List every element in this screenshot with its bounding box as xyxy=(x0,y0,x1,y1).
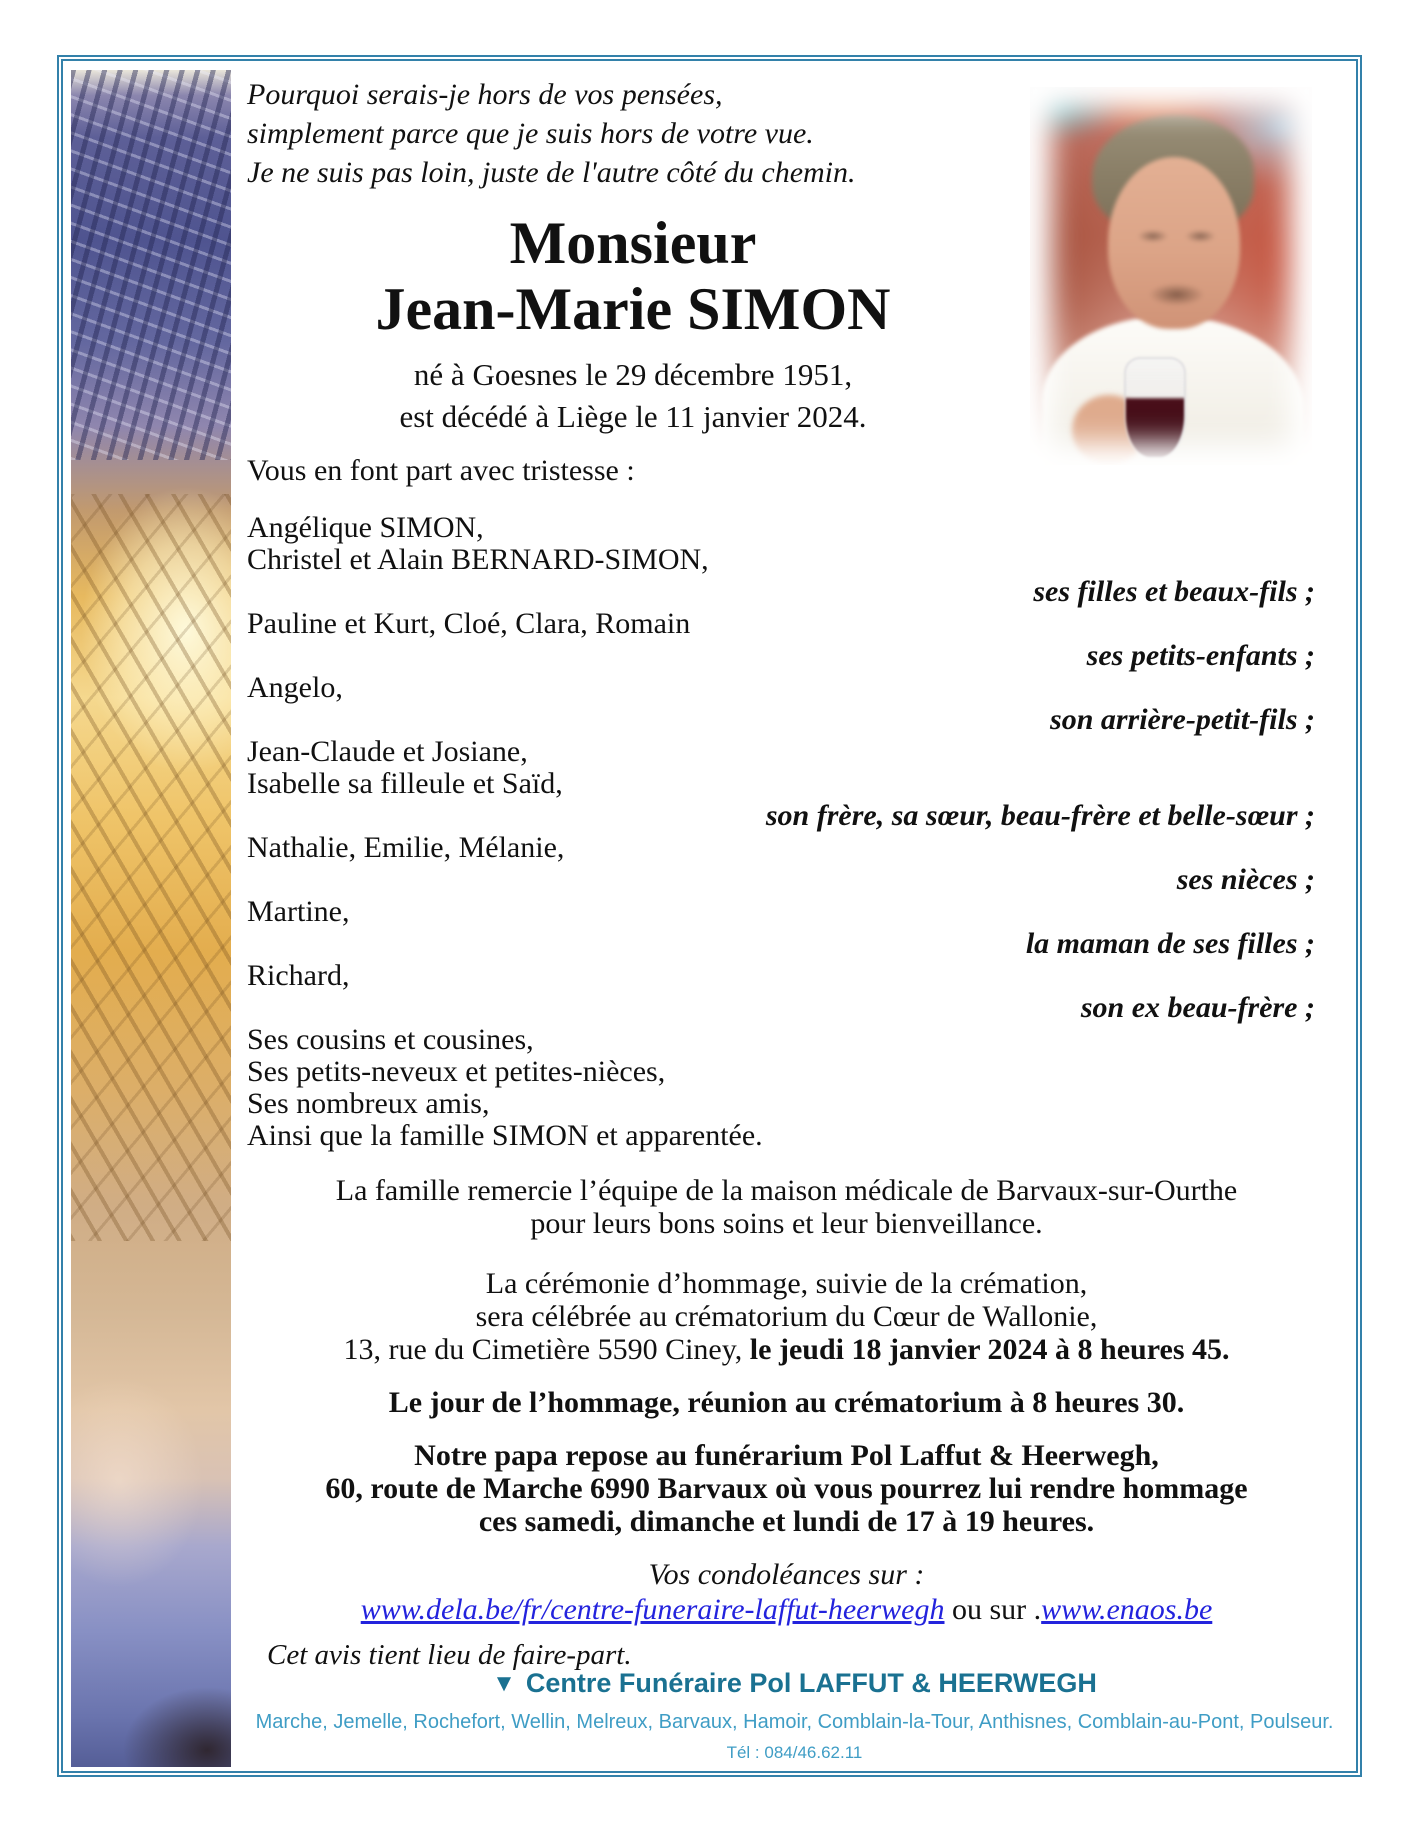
condolences-links xyxy=(247,1593,1326,1626)
condolences-link-enaos[interactable]: www.enaos.be xyxy=(1041,1593,1213,1626)
repose-info xyxy=(233,1439,1356,1538)
birth-line: né à Goesnes le 29 décembre 1951, xyxy=(413,357,853,392)
family-member: Martine, xyxy=(247,895,350,928)
relation-label: ses filles et beaux-fils ; xyxy=(1033,575,1315,608)
ceremony-address: 13, rue du Cimetière 5590 Ciney, xyxy=(343,1333,750,1366)
funeral-home-title-text: Centre Funéraire Pol LAFFUT & HEERWEGH xyxy=(525,1668,1097,1698)
death-line: est décédé à Liège le 11 janvier 2024. xyxy=(399,399,867,434)
quote-line: Je ne suis pas loin, juste de l'autre côté du chemin. xyxy=(247,156,856,189)
family-member: Ainsi que la famille SIMON et apparentée. xyxy=(247,1119,763,1152)
family-member: Jean-Claude et Josiane, xyxy=(247,735,528,768)
main-content xyxy=(233,61,1356,1771)
family-member: Angélique SIMON, xyxy=(247,511,484,544)
meeting-info: Le jour de l’hommage, réunion au crématorium à 8 heures 30. xyxy=(388,1386,1185,1419)
family-member: Richard, xyxy=(247,959,350,992)
birth-death-dates xyxy=(233,354,1033,438)
relation-label: son ex beau-frère ; xyxy=(1080,991,1315,1024)
ceremony-line xyxy=(247,1333,1326,1366)
relation-label: son arrière-petit-fils ; xyxy=(1050,703,1315,736)
funeral-home-name xyxy=(233,1668,1356,1700)
photo-vignette xyxy=(1030,87,1312,465)
family-member: Ses petits-neveux et petites-nièces, xyxy=(247,1055,666,1088)
ceremony-line: sera célébrée au crématorium du Cœur de Wallonie, xyxy=(475,1300,1098,1333)
family-member: Ses nombreux amis, xyxy=(247,1087,490,1120)
funeral-home-phone: Tél : 084/46.62.11 xyxy=(726,1743,863,1762)
relation-label: la maman de ses filles ; xyxy=(1025,927,1315,960)
thanks-line: pour leurs bons soins et leur bienveillance. xyxy=(530,1207,1043,1240)
quote-line: simplement parce que je suis hors de votre vue. xyxy=(247,117,814,150)
repose-line: Notre papa repose au funérarium Pol Laffut & Heerwegh, xyxy=(414,1439,1159,1472)
condolences-link-dela[interactable]: www.dela.be/fr/centre-funeraire-laffut-heerwegh xyxy=(360,1593,945,1626)
family-member: Pauline et Kurt, Cloé, Clara, Romain xyxy=(247,607,691,640)
condolences-label: Vos condoléances sur : xyxy=(648,1558,925,1591)
frosted-trees-texture xyxy=(71,70,231,460)
relation-label: ses nièces ; xyxy=(1176,863,1315,896)
condolences-separator: ou sur . xyxy=(944,1593,1042,1626)
decorative-double-border xyxy=(57,55,1362,1777)
relation-label: ses petits-enfants ; xyxy=(1086,639,1315,672)
ceremony-datetime: le jeudi 18 janvier 2024 à 8 heures 45. xyxy=(749,1333,1230,1366)
relation-label: son frère, sa sœur, beau-frère et belle-sœur ; xyxy=(765,799,1315,832)
family-member: Christel et Alain BERNARD-SIMON, xyxy=(247,543,709,576)
deceased-title-block xyxy=(233,210,1033,342)
snow-glow-texture xyxy=(71,1360,231,1767)
family-thanks xyxy=(233,1174,1356,1240)
thanks-line: La famille remercie l’équipe de la maison médicale de Barvaux-sur-Ourthe xyxy=(335,1174,1238,1207)
deceased-name: Jean-Marie SIMON xyxy=(375,276,891,342)
announcement-intro: Vous en font part avec tristesse : xyxy=(247,454,635,487)
quote-line: Pourquoi serais-je hors de vos pensées, xyxy=(247,78,723,111)
winter-scene-image xyxy=(71,70,231,1767)
family-member: Nathalie, Emilie, Mélanie, xyxy=(247,831,565,864)
legal-notice: Cet avis tient lieu de faire-part. xyxy=(267,1639,632,1671)
triangle-icon: ▼ xyxy=(492,1670,516,1697)
repose-line: 60, route de Marche 6990 Barvaux où vous pourrez lui rendre hommage xyxy=(325,1472,1248,1505)
family-list xyxy=(233,512,1356,1152)
family-member: Ses cousins et cousines, xyxy=(247,1023,534,1056)
portrait-photo xyxy=(1030,87,1312,465)
ceremony-details xyxy=(233,1267,1356,1366)
repose-line: ces samedi, dimanche et lundi de 17 à 19 heures. xyxy=(478,1505,1095,1538)
branch-silhouette-texture xyxy=(71,494,231,1241)
funeral-home-footer xyxy=(233,1668,1356,1763)
deceased-civility: Monsieur xyxy=(509,210,757,276)
ceremony-line: La cérémonie d’hommage, suivie de la crémation, xyxy=(485,1267,1088,1300)
family-member: Isabelle sa filleule et Saïd, xyxy=(247,767,563,800)
condolences-section xyxy=(233,1558,1356,1626)
funeral-home-cities: Marche, Jemelle, Rochefort, Wellin, Melreux, Barvaux, Hamoir, Comblain-la-Tour, Anthisnes, Comblain-au-Pont, Poulseur. xyxy=(255,1711,1334,1733)
family-member: Angelo, xyxy=(247,671,343,704)
